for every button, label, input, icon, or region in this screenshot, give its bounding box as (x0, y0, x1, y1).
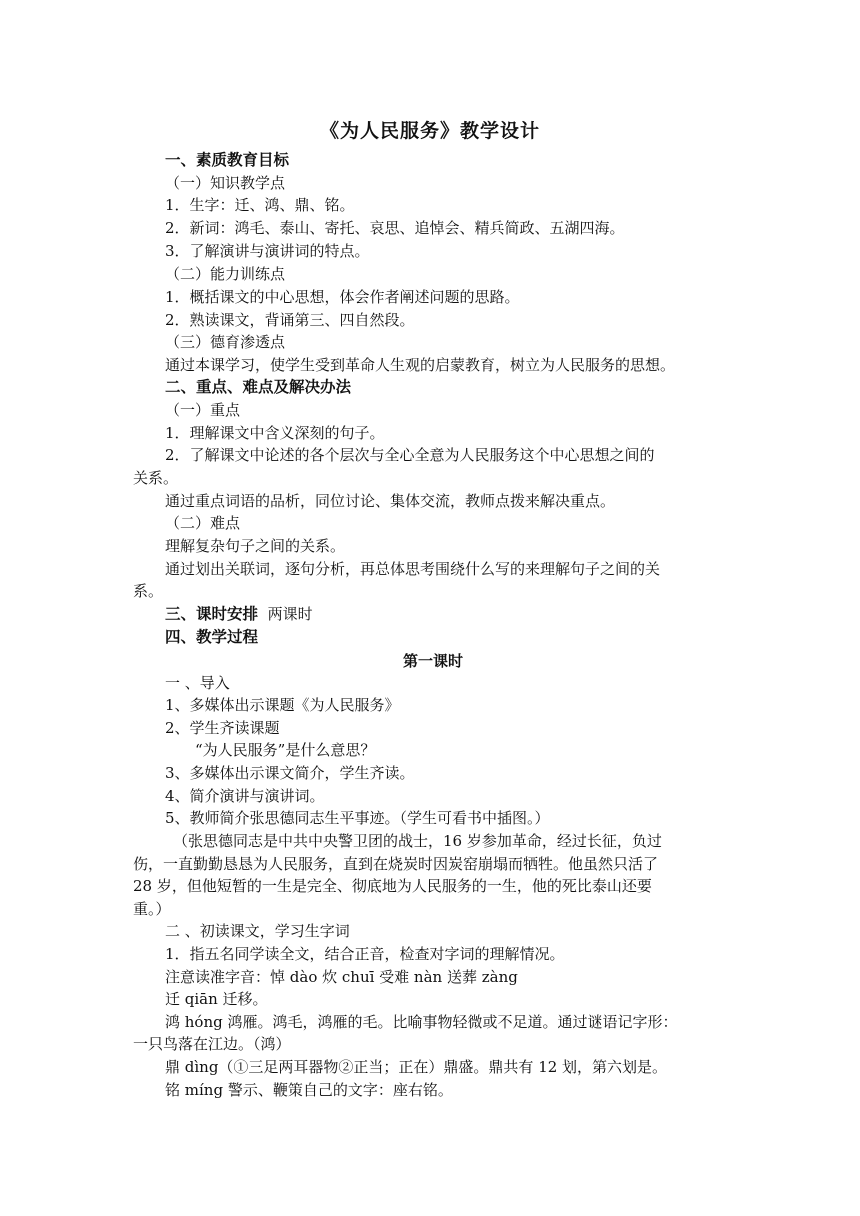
subheading: （一）重点 (165, 401, 241, 419)
paragraph-line: 1．理解课文中含义深刻的句子。 (165, 424, 385, 442)
paragraph-line: 通过重点词语的品析，同位讨论、集体交流，教师点拨来解决重点。 (165, 492, 616, 510)
document-title: 《为人民服务》教学设计 (319, 120, 540, 142)
subheading: 一 、导入 (165, 674, 230, 692)
subheading: （三）德育渗透点 (165, 333, 286, 351)
subheading: （二）难点 (165, 514, 241, 532)
lesson-heading: 第一课时 (402, 652, 463, 670)
subheading: （一）知识教学点 (165, 174, 286, 192)
paragraph-line: 1．概括课文的中心思想，体会作者阐述问题的思路。 (165, 288, 520, 306)
paragraph-line: 注意读准字音：悼 dào 炊 chuī 受难 nàn 送葬 zàng (165, 968, 518, 986)
section-heading-3-row (133, 603, 765, 625)
paragraph-line: 关系。 (133, 469, 179, 487)
paragraph-line: 理解复杂句子之间的关系。 (165, 537, 346, 555)
paragraph-line: 鼎 dìng（①三足两耳器物②正当；正在）鼎盛。鼎共有 12 划，第六划是。 (165, 1058, 668, 1076)
section-heading-3-note: 两课时 (267, 605, 313, 623)
section-heading-2: 二、重点、难点及解决办法 (165, 377, 352, 396)
paragraph-line: 2、学生齐读课题 (165, 719, 280, 737)
paragraph-line: 28 岁，但他短暂的一生是完全、彻底地为人民服务的一生，他的死比泰山还要 (133, 877, 652, 895)
paragraph-line: 1、多媒体出示课题《为人民服务》 (165, 696, 400, 714)
paragraph-line: 3、多媒体出示课文简介，学生齐读。 (165, 764, 415, 782)
paragraph-line: 5、教师简介张思德同志生平事迹。（学生可看书中插图。） (165, 809, 550, 827)
section-heading-3: 三、课时安排 (165, 604, 259, 623)
paragraph-line: 2．了解课文中论述的各个层次与全心全意为人民服务这个中心思想之间的 (165, 446, 655, 464)
paragraph-line: 4、简介演讲与演讲词。 (165, 787, 325, 805)
subheading: 二 、初读课文，学习生字词 (165, 922, 350, 940)
paragraph-line: 一只鸟落在江边。（鸿） (133, 1035, 291, 1053)
section-heading-4: 四、教学过程 (165, 627, 259, 646)
paragraph-line: 2．熟读课文，背诵第三、四自然段。 (165, 311, 415, 329)
paragraph-line: 重。） (133, 900, 171, 918)
paragraph-line: 迁 qiān 迁移。 (165, 990, 268, 1008)
paragraph-line: 3．了解演讲与演讲词的特点。 (165, 242, 370, 260)
subheading: （二）能力训练点 (165, 265, 286, 283)
paragraph-line: “为人民服务”是什么意思？ (195, 741, 376, 759)
paragraph-line: 鸿 hóng 鸿雁。鸿毛，鸿雁的毛。比喻事物轻微或不足道。通过谜语记字形： (165, 1013, 678, 1031)
paragraph-line: 通过本课学习，使学生受到革命人生观的启蒙教育，树立为人民服务的思想。 (165, 356, 676, 374)
paragraph-line: 1．指五名同学读全文，结合正音，检查对字词的理解情况。 (165, 945, 565, 963)
paragraph-line: 通过划出关联词，逐句分析，再总体思考围绕什么写的来理解句子之间的关 (165, 560, 661, 578)
section-heading-1: 一、素质教育目标 (165, 150, 290, 169)
paragraph-line: 1．生字：迁、鸿、鼎、铭。 (165, 196, 355, 214)
paragraph-line: 系。 (133, 582, 164, 600)
paragraph-line: （张思德同志是中共中央警卫团的战士，16 岁参加革命，经过长征，负过 (173, 832, 662, 850)
paragraph-line: 2．新词：鸿毛、泰山、寄托、哀思、追悼会、精兵简政、五湖四海。 (165, 219, 625, 237)
paragraph-line: 铭 míng 警示、鞭策自己的文字：座右铭。 (165, 1081, 453, 1099)
paragraph-line: 伤，一直勤勤恳恳为人民服务，直到在烧炭时因炭窑崩塌而牺牲。他虽然只活了 (133, 855, 659, 873)
